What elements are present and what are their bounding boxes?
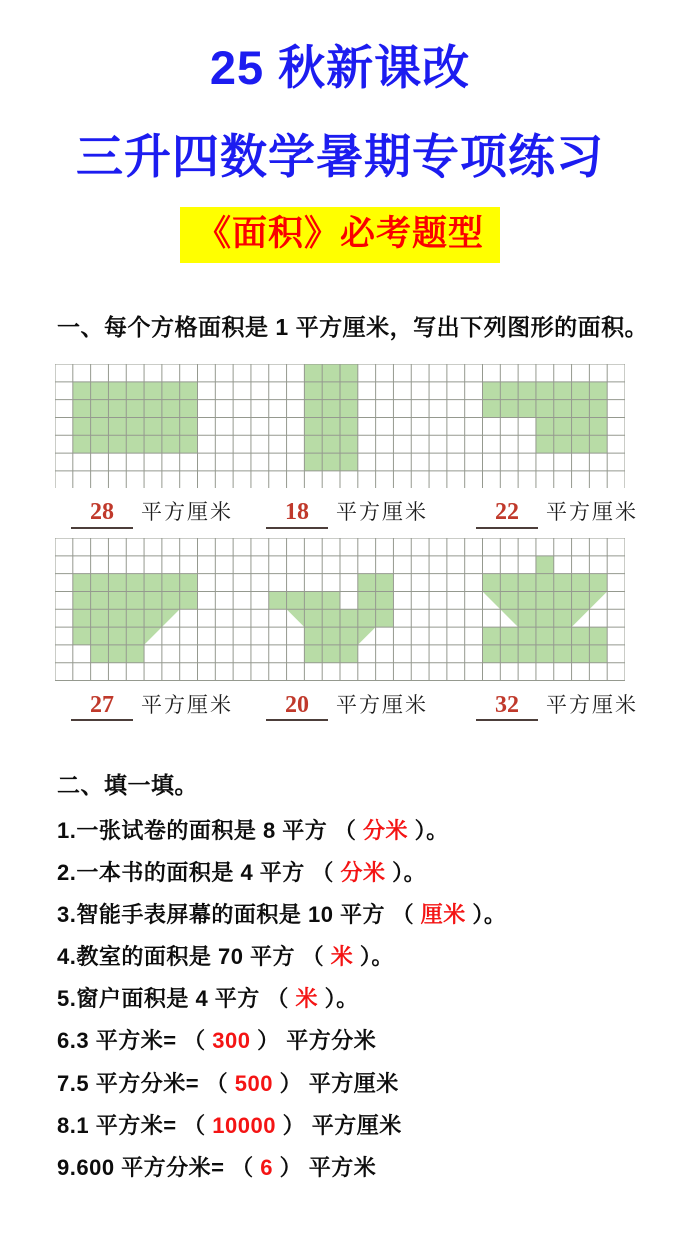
item-prefix: 6.3 平方米= （ (57, 1028, 213, 1054)
answer-blank: 32 (476, 692, 538, 721)
item-suffix: ） 平方分米 (250, 1028, 377, 1054)
item-prefix: 9.600 平方分米= （ (57, 1154, 261, 1180)
answer-blank: 18 (266, 499, 328, 528)
answer-blank: 20 (266, 692, 328, 721)
fill-item-5 (57, 987, 680, 1010)
topic-badge-wrap (0, 207, 680, 263)
item-suffix: ）。 (353, 944, 394, 970)
page-title: 25 秋新课改 (209, 41, 471, 94)
fill-item-6 (57, 1029, 680, 1052)
fill-item-1 (57, 819, 680, 842)
answer-row-2 (55, 687, 638, 723)
item-suffix: ）。 (465, 902, 507, 928)
item-suffix: ）。 (408, 817, 449, 843)
item-prefix: 3.智能手表屏幕的面积是 10 平方 （ (57, 902, 421, 928)
section-two-heading: 二、填一填。 (57, 771, 198, 798)
fill-item-7 (57, 1072, 680, 1095)
item-answer: 10000 (212, 1112, 276, 1138)
item-suffix: ） 平方厘米 (273, 1070, 399, 1096)
answer-unit-label: 平方厘米 (546, 692, 638, 717)
grid-figures-row-1 (55, 364, 625, 489)
item-suffix: ） 平方米 (273, 1154, 377, 1180)
item-prefix: 8.1 平方米= （ (57, 1112, 213, 1138)
fill-item-8 (57, 1114, 680, 1137)
section-one-heading: 一、每个方格面积是 1 平方厘米，写出下列图形的面积。 (57, 313, 649, 340)
item-prefix: 1.一张试卷的面积是 8 平方 （ (57, 817, 364, 843)
fill-item-2 (57, 861, 680, 884)
item-answer: 厘米 (420, 902, 466, 928)
item-suffix: ）。 (385, 860, 427, 886)
item-prefix: 4.教室的面积是 70 平方 （ (57, 944, 331, 970)
item-answer: 500 (234, 1070, 273, 1096)
item-answer: 6 (260, 1154, 273, 1180)
answer-block (266, 496, 428, 528)
worksheet-page (0, 42, 680, 1251)
fill-item-3 (57, 903, 680, 926)
answer-unit-label: 平方厘米 (336, 500, 428, 525)
answer-block (266, 689, 428, 721)
answer-unit-label: 平方厘米 (141, 500, 233, 525)
item-suffix: ）。 (318, 986, 359, 1012)
item-answer: 分米 (340, 860, 386, 886)
fill-item-9 (57, 1156, 680, 1179)
page-subtitle: 三升四数学暑期专项练习 (76, 129, 604, 183)
answer-unit-label: 平方厘米 (546, 500, 638, 525)
item-answer: 米 (295, 986, 319, 1012)
fill-item-4 (57, 945, 680, 968)
item-suffix: ） 平方厘米 (275, 1112, 402, 1138)
answer-block (71, 496, 233, 528)
answer-block (476, 496, 638, 528)
figure-4-diagonal-block (73, 574, 198, 663)
answer-unit-label: 平方厘米 (336, 692, 428, 717)
item-prefix: 7.5 平方分米= （ (57, 1070, 235, 1096)
answer-block (71, 689, 233, 721)
answer-row-1 (55, 494, 638, 530)
grid-figures-row-2 (55, 538, 625, 681)
topic-badge: 《面积》必考题型 (180, 207, 500, 263)
item-answer: 米 (330, 944, 354, 970)
answer-blank: 27 (71, 692, 133, 721)
item-prefix: 5.窗户面积是 4 平方 （ (57, 986, 296, 1012)
item-prefix: 2.一本书的面积是 4 平方 （ (57, 860, 341, 886)
answer-blank: 28 (71, 499, 133, 528)
item-answer: 分米 (363, 817, 409, 843)
figure-5-irregular (269, 574, 394, 663)
answer-blank: 22 (476, 499, 538, 528)
answer-unit-label: 平方厘米 (141, 692, 233, 717)
square-grid-figures-bottom (55, 538, 625, 681)
item-answer: 300 (212, 1028, 251, 1054)
answer-block (476, 689, 638, 721)
square-grid-figures-top (55, 364, 625, 489)
